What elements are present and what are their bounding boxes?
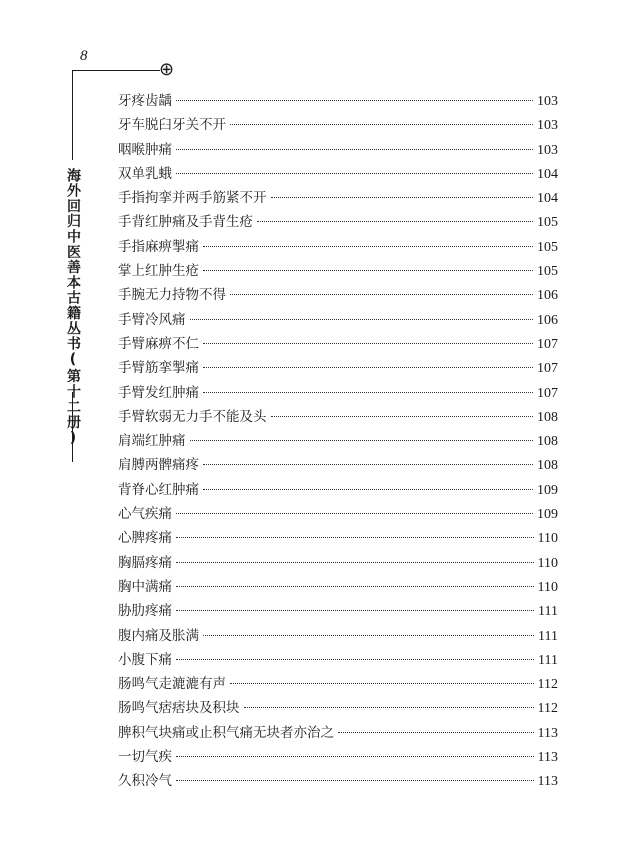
toc-leader-dots bbox=[338, 732, 534, 733]
toc-entry bbox=[118, 672, 558, 696]
toc-leader-dots bbox=[203, 464, 533, 465]
toc-leader-dots bbox=[176, 513, 533, 514]
toc-leader-dots bbox=[230, 294, 533, 295]
toc-leader-dots bbox=[176, 610, 534, 611]
toc-entry-title: 胸中满痛 bbox=[118, 578, 172, 595]
toc-entry bbox=[118, 526, 558, 550]
toc-entry-page: 113 bbox=[537, 725, 558, 741]
series-title: 海外回归中医善本古籍丛书(第十二册) bbox=[65, 168, 81, 448]
toc-entry-page: 104 bbox=[537, 166, 558, 182]
toc-entry-title: 掌上红肿生疮 bbox=[118, 263, 199, 280]
toc-leader-dots bbox=[203, 489, 533, 490]
toc-entry-page: 105 bbox=[537, 215, 558, 231]
side-rule-bottom bbox=[72, 392, 73, 462]
toc-entry-title: 胸膈疼痛 bbox=[118, 554, 172, 571]
toc-entry bbox=[118, 648, 558, 672]
toc-leader-dots bbox=[176, 659, 534, 660]
toc-entry-page: 103 bbox=[537, 118, 558, 134]
toc-entry-page: 107 bbox=[537, 361, 558, 377]
toc-entry bbox=[118, 551, 558, 575]
toc-entry bbox=[118, 332, 558, 356]
toc-leader-dots bbox=[203, 392, 533, 393]
toc-entry-title: 手指拘挛并两手筋紧不开 bbox=[118, 190, 267, 207]
toc-entry-title: 手臂软弱无力手不能及头 bbox=[118, 408, 267, 425]
toc-leader-dots bbox=[176, 756, 534, 757]
toc-entry bbox=[118, 575, 558, 599]
toc-leader-dots bbox=[203, 367, 533, 368]
toc-entry-title: 胁肋疼痛 bbox=[118, 603, 172, 620]
toc-entry-page: 105 bbox=[537, 264, 558, 280]
toc-entry bbox=[118, 599, 558, 623]
toc-entry-page: 106 bbox=[537, 288, 558, 304]
side-rule-top bbox=[72, 70, 73, 160]
toc-entry-page: 108 bbox=[537, 409, 558, 425]
toc-entry bbox=[118, 721, 558, 745]
toc-entry-page: 110 bbox=[537, 579, 558, 595]
toc-entry-page: 107 bbox=[537, 336, 558, 352]
toc-entry-title: 牙疼齿龋 bbox=[118, 93, 172, 109]
toc-entry-page: 108 bbox=[537, 458, 558, 474]
toc-entry bbox=[118, 745, 558, 769]
toc-entry-page: 111 bbox=[538, 604, 558, 620]
toc-entry-page: 103 bbox=[537, 142, 558, 158]
toc-entry-page: 110 bbox=[537, 531, 558, 547]
toc-leader-dots bbox=[190, 440, 534, 441]
toc-entry bbox=[118, 405, 558, 429]
toc-entry-title: 手腕无力持物不得 bbox=[118, 287, 226, 304]
toc-entry bbox=[118, 259, 558, 283]
toc-leader-dots bbox=[176, 780, 534, 781]
toc-entry-title: 肠鸣气痞痞块及积块 bbox=[118, 700, 240, 717]
toc-leader-dots bbox=[203, 635, 534, 636]
toc-entry-title: 手背红肿痛及手背生疮 bbox=[118, 214, 253, 231]
toc-leader-dots bbox=[230, 124, 533, 125]
header-rule bbox=[72, 70, 160, 71]
toc-entry-page: 111 bbox=[538, 628, 558, 644]
toc-entry bbox=[118, 138, 558, 162]
toc-entry-title: 心气疾痛 bbox=[118, 506, 172, 523]
toc-entry-title: 肠鸣气走漉漉有声 bbox=[118, 676, 226, 693]
toc-entry bbox=[118, 235, 558, 259]
toc-entry-page: 106 bbox=[537, 312, 558, 328]
toc-entry bbox=[118, 283, 558, 307]
toc-leader-dots bbox=[244, 707, 534, 708]
toc-leader-dots bbox=[271, 197, 534, 198]
toc-entry-page: 113 bbox=[537, 774, 558, 790]
toc-leader-dots bbox=[176, 100, 533, 101]
toc-leader-dots bbox=[203, 343, 533, 344]
toc-entry bbox=[118, 381, 558, 405]
toc-leader-dots bbox=[176, 562, 534, 563]
toc-entry-title: 小腹下痛 bbox=[118, 651, 172, 668]
toc-entry bbox=[118, 113, 558, 137]
toc-entry-page: 109 bbox=[537, 482, 558, 498]
toc-leader-dots bbox=[203, 270, 533, 271]
toc-entry-page: 110 bbox=[537, 555, 558, 571]
toc-entry bbox=[118, 769, 558, 793]
toc-entry-title: 手臂麻痹不仁 bbox=[118, 335, 199, 352]
toc-entry-page: 112 bbox=[537, 701, 558, 717]
toc-entry-title: 一切气疾 bbox=[118, 749, 172, 766]
toc-entry bbox=[118, 356, 558, 380]
toc-entry bbox=[118, 453, 558, 477]
toc-entry-title: 久积冷气 bbox=[118, 773, 172, 790]
toc-leader-dots bbox=[230, 683, 534, 684]
toc-entry-page: 112 bbox=[537, 677, 558, 693]
toc-leader-dots bbox=[271, 416, 534, 417]
toc-entry-title: 腹内痛及胀满 bbox=[118, 627, 199, 644]
toc-entry-title: 肩膊两髀痛疼 bbox=[118, 457, 199, 474]
toc-entry-title: 双单乳蛾 bbox=[118, 165, 172, 182]
toc-entry bbox=[118, 624, 558, 648]
toc-entry-title: 心脾疼痛 bbox=[118, 530, 172, 547]
toc-entry-title: 手指麻痹掣痛 bbox=[118, 238, 199, 255]
toc-entry-page: 109 bbox=[537, 507, 558, 523]
table-of-contents bbox=[118, 89, 558, 794]
toc-entry-title: 咽喉肿痛 bbox=[118, 141, 172, 158]
toc-entry-title: 牙车脱臼牙关不开 bbox=[118, 117, 226, 134]
toc-entry-page: 107 bbox=[537, 385, 558, 401]
toc-entry-page: 104 bbox=[537, 191, 558, 207]
toc-entry-title: 手臂发红肿痛 bbox=[118, 384, 199, 401]
toc-entry-page: 105 bbox=[537, 239, 558, 255]
ornament-icon: ⊕ bbox=[159, 59, 175, 80]
toc-leader-dots bbox=[203, 246, 533, 247]
toc-entry bbox=[118, 308, 558, 332]
toc-leader-dots bbox=[176, 586, 534, 587]
toc-entry bbox=[118, 429, 558, 453]
toc-entry bbox=[118, 210, 558, 234]
toc-leader-dots bbox=[190, 319, 534, 320]
toc-leader-dots bbox=[176, 173, 533, 174]
toc-entry bbox=[118, 162, 558, 186]
toc-entry bbox=[118, 186, 558, 210]
toc-entry-title: 肩端红肿痛 bbox=[118, 433, 186, 450]
toc-entry bbox=[118, 502, 558, 526]
toc-leader-dots bbox=[176, 537, 534, 538]
toc-entry-page: 108 bbox=[537, 434, 558, 450]
toc-entry bbox=[118, 696, 558, 720]
toc-entry-title: 背脊心红肿痛 bbox=[118, 481, 199, 498]
toc-entry-page: 103 bbox=[537, 94, 558, 109]
toc-entry bbox=[118, 478, 558, 502]
toc-entry-title: 手臂冷风痛 bbox=[118, 311, 186, 328]
toc-entry-title: 手臂筋挛掣痛 bbox=[118, 360, 199, 377]
toc-entry bbox=[118, 89, 558, 113]
page-number: 8 bbox=[80, 48, 88, 64]
toc-entry-page: 111 bbox=[538, 652, 558, 668]
toc-leader-dots bbox=[257, 221, 533, 222]
toc-entry-page: 113 bbox=[537, 750, 558, 766]
toc-entry-title: 脾积气块痛或止积气痛无块者亦治之 bbox=[118, 724, 334, 741]
toc-leader-dots bbox=[176, 149, 533, 150]
